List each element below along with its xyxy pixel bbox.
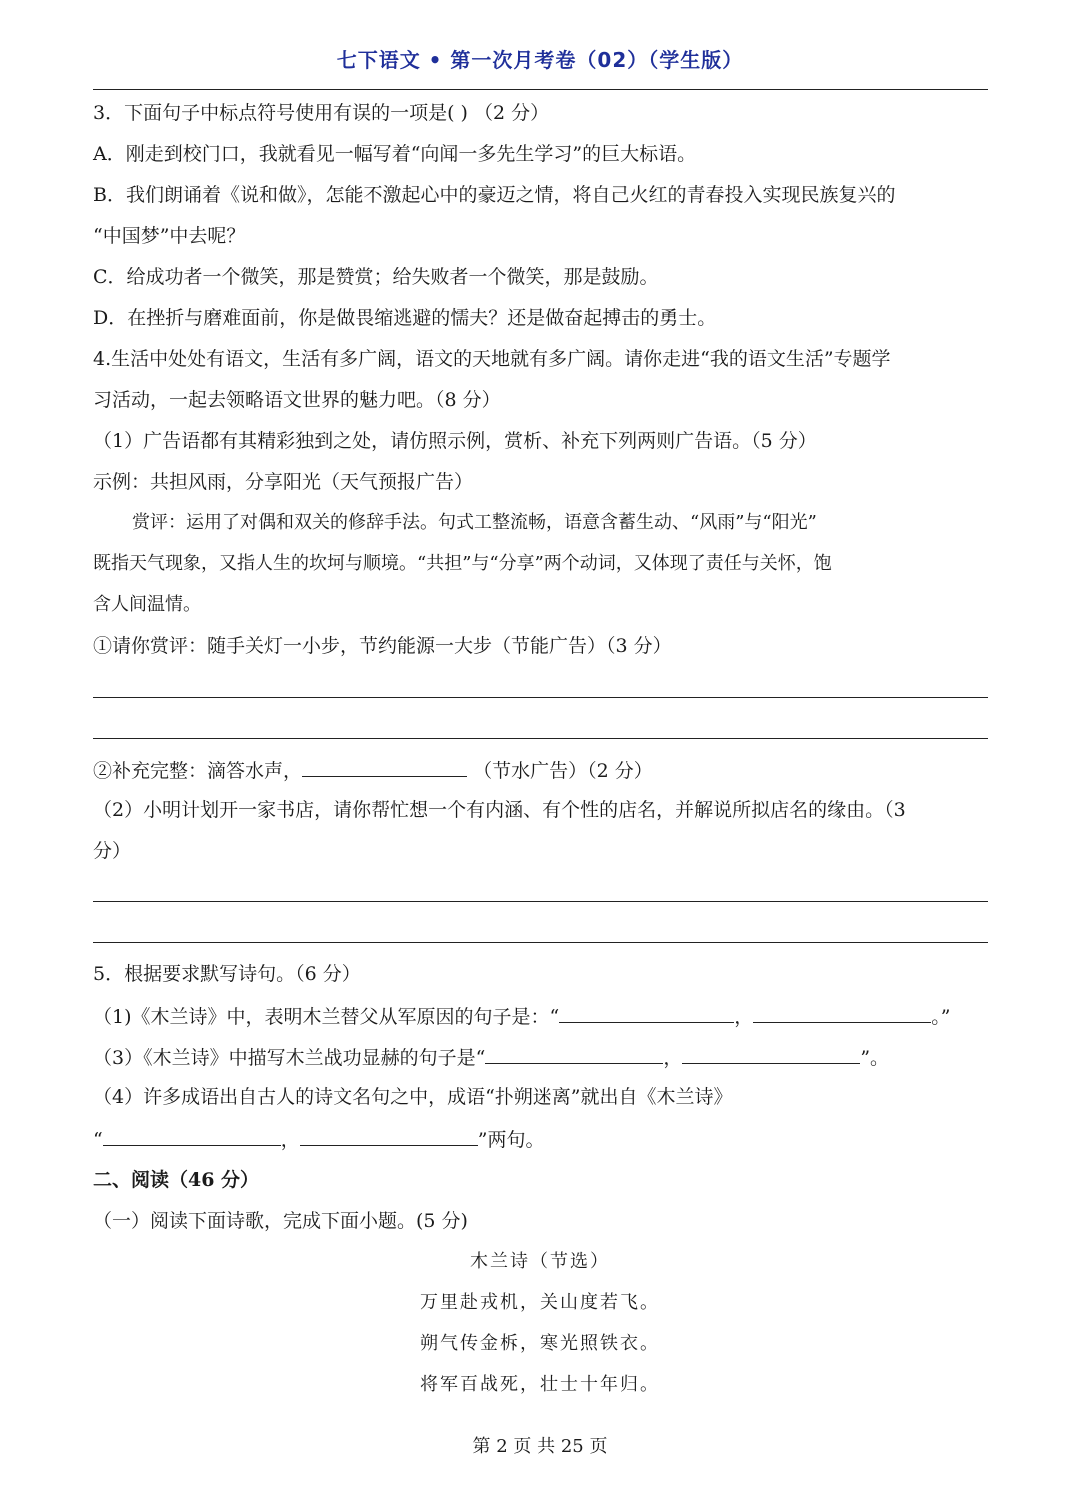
fill-blank[interactable] [753,1002,931,1023]
q5-item1 [93,1002,988,1030]
q4-sub1: （1）广告语都有其精彩独到之处，请仿照示例，赏析、补充下列两则广告语。（5 分） [93,430,817,452]
open-quote: “ [93,1129,103,1151]
q4-item2-suffix: （节水广告）（2 分） [473,760,653,782]
q3-option-b-cont: “中国梦”中去呢？ [93,225,246,247]
answer-line[interactable] [93,942,988,943]
section2-part1: （一）阅读下面诗歌，完成下面小题。(5 分) [93,1210,468,1232]
header-divider [93,89,988,90]
q3-option-d: D．在挫折与磨难面前，你是做畏缩逃避的懦夫？还是做奋起搏击的勇士。 [93,307,717,329]
q5-item3-prefix: （3）《木兰诗》中描写木兰战功显赫的句子是“ [93,1047,486,1069]
q3-option-c: C．给成功者一个微笑，那是赞赏；给失败者一个微笑，那是鼓励。 [93,266,659,288]
comma: ， [734,1006,754,1028]
q4-example: 示例：共担风雨，分享阳光（天气预报广告） [93,471,474,493]
q4-stem-line1: 4.生活中处处有语文，生活有多广阔，语文的天地就有多广阔。请你走进“我的语文生活”专题学 [93,348,891,370]
section2-title: 二、阅读（46 分） [93,1169,260,1191]
answer-line[interactable] [93,697,988,698]
q5-item3 [93,1043,988,1071]
poem-line-2: 朔气传金柝，寒光照铁衣。 [420,1333,660,1354]
poem-title: 木兰诗（节选） [470,1251,610,1272]
poem-line-1: 万里赴戎机，关山度若飞。 [420,1292,660,1313]
q5-item4-suffix: ”两句。 [477,1129,545,1151]
q5-item3-suffix: ”。 [860,1047,890,1069]
fill-blank[interactable] [682,1043,860,1064]
q4-sub2-line1: （2）小明计划开一家书店，请你帮忙想一个有内涵、有个性的店名，并解说所拟店名的缘由。（3 [93,799,906,821]
q3-option-a: A．刚走到校门口，我就看见一幅写着“向闻一多先生学习”的巨大标语。 [93,143,697,165]
q4-sub2-line2: 分） [93,840,132,862]
fill-blank[interactable] [302,756,467,777]
q4-item2 [93,756,988,784]
q5-item4-line2 [93,1125,988,1153]
fill-blank[interactable] [559,1002,734,1023]
fill-blank[interactable] [485,1043,663,1064]
q4-item1: ①请你赏评：随手关灯一小步，节约能源一大步（节能广告）（3 分） [93,635,672,657]
answer-line[interactable] [93,738,988,739]
comma: ， [663,1047,683,1069]
q4-item2-prefix: ②补充完整：滴答水声， [93,760,303,782]
page-header-title: 七下语文 • 第一次月考卷（02）（学生版） [336,48,744,72]
q4-appreciation-line1: 赏评：运用了对偶和双关的修辞手法。句式工整流畅，语意含蓄生动、“风雨”与“阳光” [132,512,817,533]
q3-stem: 3．下面句子中标点符号使用有误的一项是( ) （2 分） [93,102,550,124]
poem-line-3: 将军百战死，壮士十年归。 [420,1374,660,1395]
q5-item1-suffix: 。” [931,1006,951,1028]
page-footer: 第 2 页 共 25 页 [472,1436,608,1457]
comma: ， [280,1129,300,1151]
answer-line[interactable] [93,901,988,902]
fill-blank[interactable] [300,1125,478,1146]
q4-stem-line2: 习活动，一起去领略语文世界的魅力吧。（8 分） [93,389,501,411]
q5-item1-prefix: （1)《木兰诗》中，表明木兰替父从军原因的句子是：“ [93,1006,560,1028]
q5-item4-line1: （4）许多成语出自古人的诗文名句之中，成语“扑朔迷离”就出自《木兰诗》 [93,1086,733,1108]
q3-option-b: B．我们朗诵着《说和做》，怎能不激起心中的豪迈之情，将自己火红的青春投入实现民族复兴的 [93,184,896,206]
q4-appreciation-line2: 既指天气现象，又指人生的坎坷与顺境。“共担”与“分享”两个动词，又体现了责任与关怀，饱 [93,553,832,574]
q5-stem: 5．根据要求默写诗句。（6 分） [93,963,361,985]
q4-appreciation-line3: 含人间温情。 [93,594,201,615]
fill-blank[interactable] [103,1125,281,1146]
